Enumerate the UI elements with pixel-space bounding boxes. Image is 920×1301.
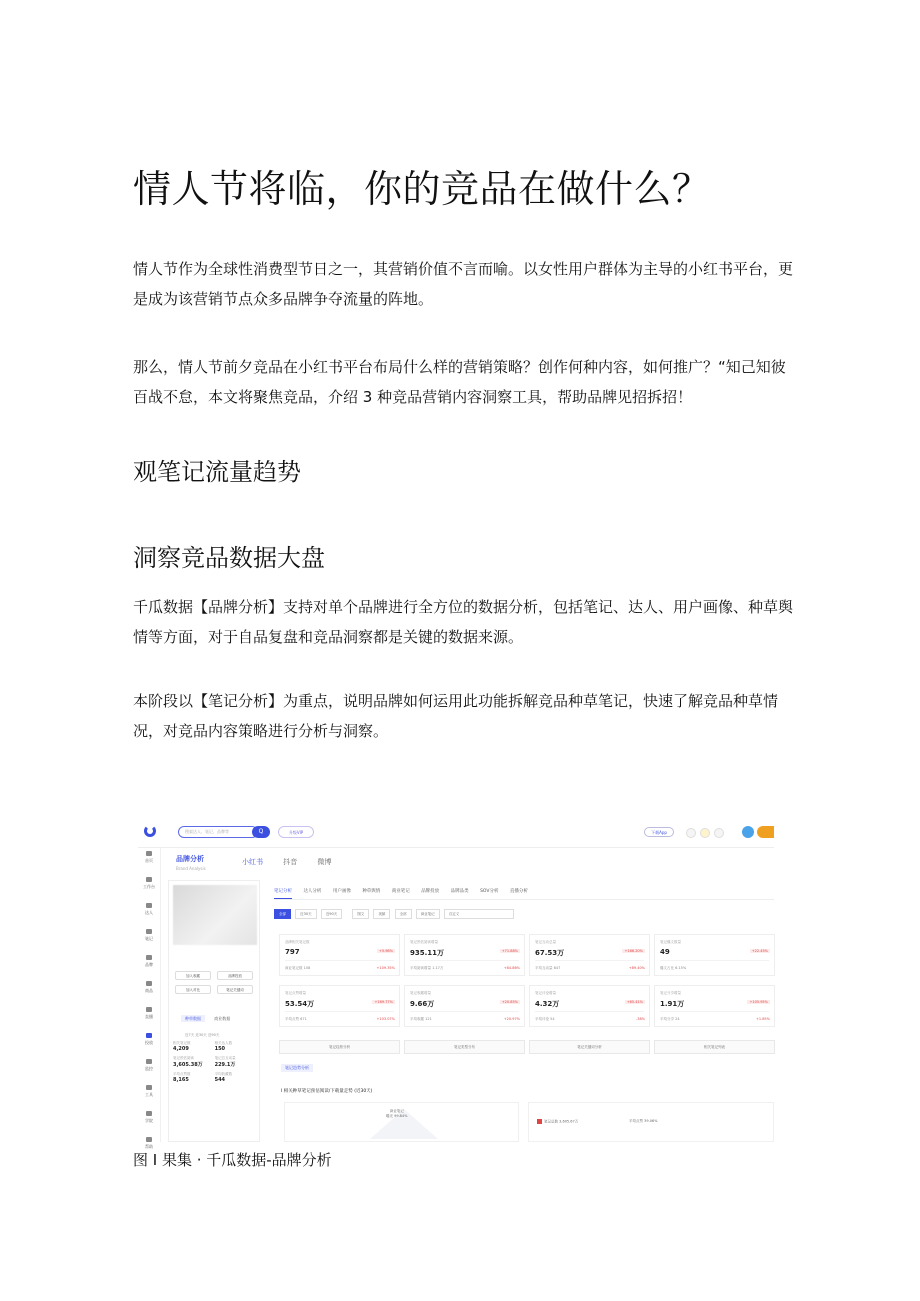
nav-item[interactable]: 投放 (138, 1033, 160, 1055)
nav-product-icon (146, 981, 152, 986)
metric-card[interactable]: 品牌相关笔记数 797 +5.98% 商业笔记数 108 +109.35% (279, 934, 400, 976)
tab-note-analysis[interactable]: 笔记分析 (274, 885, 292, 899)
section-tag: 笔记趋势分析 (281, 1064, 313, 1072)
intro-paragraph-2: 那么，情人节前夕竞品在小红书平台布局什么样的营销策略？创作何种内容，如何推广？“知己知彼百战不怠，本文将聚焦竞品，介绍 3 种竞品营销内容洞察工具，帮助品牌见招拆招！ (133, 358, 786, 406)
brand-ads-button[interactable]: 品牌投放 (217, 971, 253, 980)
search-input[interactable]: 搜索达人、笔记、品牌等 (178, 826, 258, 838)
filter-chip[interactable]: 视频 (373, 909, 390, 919)
platform-switch (242, 857, 349, 867)
note-keyword-analysis-button[interactable]: 笔记关键词分析 (529, 1040, 650, 1054)
stat-item: 平均点赞数 8,165 (173, 1072, 191, 1083)
nav-item[interactable]: 监控 (138, 1059, 160, 1081)
brand-stats (173, 1041, 257, 1087)
nav-creator-icon (146, 903, 152, 908)
legend-square-icon (537, 1119, 542, 1124)
stat-item: 相关达人数 150 (214, 1041, 233, 1052)
vip-upgrade-button[interactable]: 升级VIP (278, 826, 314, 838)
body-paragraph-1: 千瓜数据【品牌分析】支持对单个品牌进行全方位的数据分析，包括笔记、达人、用户画像、种草舆情等方面，对于自品复盘和竞品洞察都是关键的数据来源。 (133, 598, 794, 646)
compare-button[interactable]: 加入对比 (175, 985, 211, 994)
tab-sentiment[interactable]: 种草舆情 (362, 889, 381, 894)
filter-chip[interactable]: 图文 (352, 909, 369, 919)
platform-douyin[interactable]: 抖音 (283, 858, 298, 866)
nav-home-icon (146, 851, 152, 856)
stat-item: 相关笔记数 4,209 (173, 1041, 191, 1052)
nav-workbench-icon (146, 877, 152, 882)
page-title: 品牌分析 (176, 855, 204, 863)
tab-live[interactable]: 直播分析 (509, 889, 528, 894)
tab-creator-analysis[interactable]: 达人分析 (303, 889, 322, 894)
platform-weibo[interactable]: 微博 (317, 858, 332, 866)
notification-icon[interactable] (700, 828, 710, 838)
nav-monitor-icon (146, 1059, 152, 1064)
stat-item: 平均收藏数 544 (214, 1072, 233, 1083)
note-average-label: 平均点赞 39.06% (629, 1119, 658, 1123)
metric-card[interactable]: 笔记收藏增量 9.66万 +20.85% 平均收藏 121 +20.97% (404, 985, 525, 1027)
chart-section-title: I 相关种草笔记预估阅读/下载量走势 (近30天) (281, 1089, 373, 1094)
filter-chip[interactable]: 商业笔记 (416, 909, 440, 919)
nav-item[interactable]: 达人 (138, 903, 160, 925)
nav-item[interactable]: 直播 (138, 1007, 160, 1029)
funnel-chart (284, 1102, 519, 1142)
filter-chip[interactable]: 近30天 (295, 909, 316, 919)
nav-live-icon (146, 1007, 152, 1012)
filter-chip[interactable]: 全部 (395, 909, 412, 919)
filter-chip[interactable]: 近90天 (321, 909, 342, 919)
nav-brand-icon (146, 955, 152, 960)
nav-academy-icon (146, 1111, 152, 1116)
tab-seeding-data[interactable]: 种草数据 (181, 1015, 205, 1022)
stat-item: 笔记预估阅读 3,605.38万 (173, 1056, 203, 1068)
article-title: 情人节将临，你的竞品在做什么？ (133, 167, 711, 211)
tab-commercial-data[interactable]: 商业数据 (214, 1016, 231, 1021)
search-icon[interactable]: Q (252, 826, 270, 838)
metric-card[interactable]: 笔记互动总量 67.53万 +166.20% 平均互动量 847 +89.40% (529, 934, 650, 976)
analysis-tabs (274, 885, 774, 900)
note-total-label: 笔记总数 3,605.67万 (537, 1119, 578, 1125)
brand-analysis-screenshot (138, 817, 774, 1149)
platform-xiaohongshu[interactable]: 小红书 (242, 858, 263, 866)
brand-analysis-header (176, 854, 206, 871)
nav-item[interactable]: 首页 (138, 851, 160, 873)
note-list-button[interactable]: 相关笔记列表 (654, 1040, 775, 1054)
favorite-button[interactable]: 加入收藏 (175, 971, 211, 980)
tab-user-profile[interactable]: 用户画像 (332, 889, 351, 894)
help-icon[interactable] (714, 828, 724, 838)
nav-item[interactable]: 工作台 (138, 877, 160, 899)
tab-brand-category[interactable]: 品牌品类 (450, 889, 469, 894)
metric-card[interactable]: 笔记点赞增量 53.54万 +169.77% 平均点赞 671 +103.07% (279, 985, 400, 1027)
brand-profile-panel (168, 880, 260, 1142)
body-paragraph-2: 本阶段以【笔记分析】为重点，说明品牌如何运用此功能拆解竞品种草笔记，快速了解竞品种草情况，对竞品内容策略进行分析与洞察。 (133, 692, 779, 740)
app-logo (144, 825, 156, 837)
custom-filter-input[interactable]: 自定义 (444, 909, 514, 919)
user-menu-badge[interactable] (757, 826, 774, 838)
data-type-tabs (181, 1016, 238, 1022)
nav-note-icon (146, 929, 152, 934)
nav-item[interactable]: 工具 (138, 1085, 160, 1107)
nav-item[interactable]: 笔记 (138, 929, 160, 951)
message-icon[interactable] (686, 828, 696, 838)
tab-sov[interactable]: SOV分析 (480, 889, 499, 894)
filter-chip[interactable]: 全部 (274, 909, 291, 919)
stat-item: 笔记总互动量 229.1万 (214, 1056, 236, 1068)
metric-card[interactable]: 笔记分享增量 1.91万 +105.95% 平均分享 24 +1.85% (654, 985, 775, 1027)
nav-item[interactable]: 学院 (138, 1111, 160, 1133)
section-heading-competitor-data: 洞察竞品数据大盘 (133, 544, 325, 572)
metric-card[interactable]: 笔记预估阅读增量 935.11万 +71.88% 平均阅读增量 1.17万 +84.86% (404, 934, 525, 976)
brand-logo-image (173, 885, 257, 945)
metric-card[interactable]: 笔记评论增量 4.32万 +65.41% 平均评论 54 -38% (529, 985, 650, 1027)
filter-bar (274, 909, 517, 919)
figure-caption: 图 I 果集 · 千瓜数据-品牌分析 (133, 1151, 332, 1169)
app-top-bar (138, 817, 774, 848)
metric-card[interactable]: 笔记爆文数量 49 +22.45% 爆文占比 6.15% (654, 934, 775, 976)
nav-ads-icon (146, 1033, 152, 1038)
note-trend-button[interactable]: 笔记趋势分析 (279, 1040, 400, 1054)
funnel-label: 商业笔记 曝光 99.84% (386, 1109, 408, 1118)
tab-brand-ads[interactable]: 品牌投放 (421, 889, 440, 894)
tab-commercial-notes[interactable]: 商业笔记 (391, 889, 410, 894)
side-navigation (138, 847, 161, 1149)
nav-item[interactable]: 品牌 (138, 955, 160, 977)
page-subtitle: Brand Analysis (176, 866, 206, 871)
note-keyword-button[interactable]: 笔记关键词 (217, 985, 253, 994)
nav-item[interactable]: 帮助 (138, 1137, 160, 1159)
avatar[interactable] (742, 826, 754, 838)
section-heading-traffic-trend: 观笔记流量趋势 (133, 458, 301, 486)
note-type-button[interactable]: 笔记类型分布 (404, 1040, 525, 1054)
nav-help-icon (146, 1137, 152, 1142)
note-summary (528, 1102, 774, 1142)
nav-tools-icon (146, 1085, 152, 1090)
period-selector[interactable]: 近7天 近30天 近90天 (185, 1033, 220, 1037)
download-app-button[interactable]: 下载App (644, 827, 674, 837)
intro-paragraph-1: 情人节作为全球性消费型节日之一，其营销价值不言而喻。以女性用户群体为主导的小红书平台，更是成为该营销节点众多品牌争夺流量的阵地。 (133, 260, 794, 308)
nav-item[interactable]: 商品 (138, 981, 160, 1003)
